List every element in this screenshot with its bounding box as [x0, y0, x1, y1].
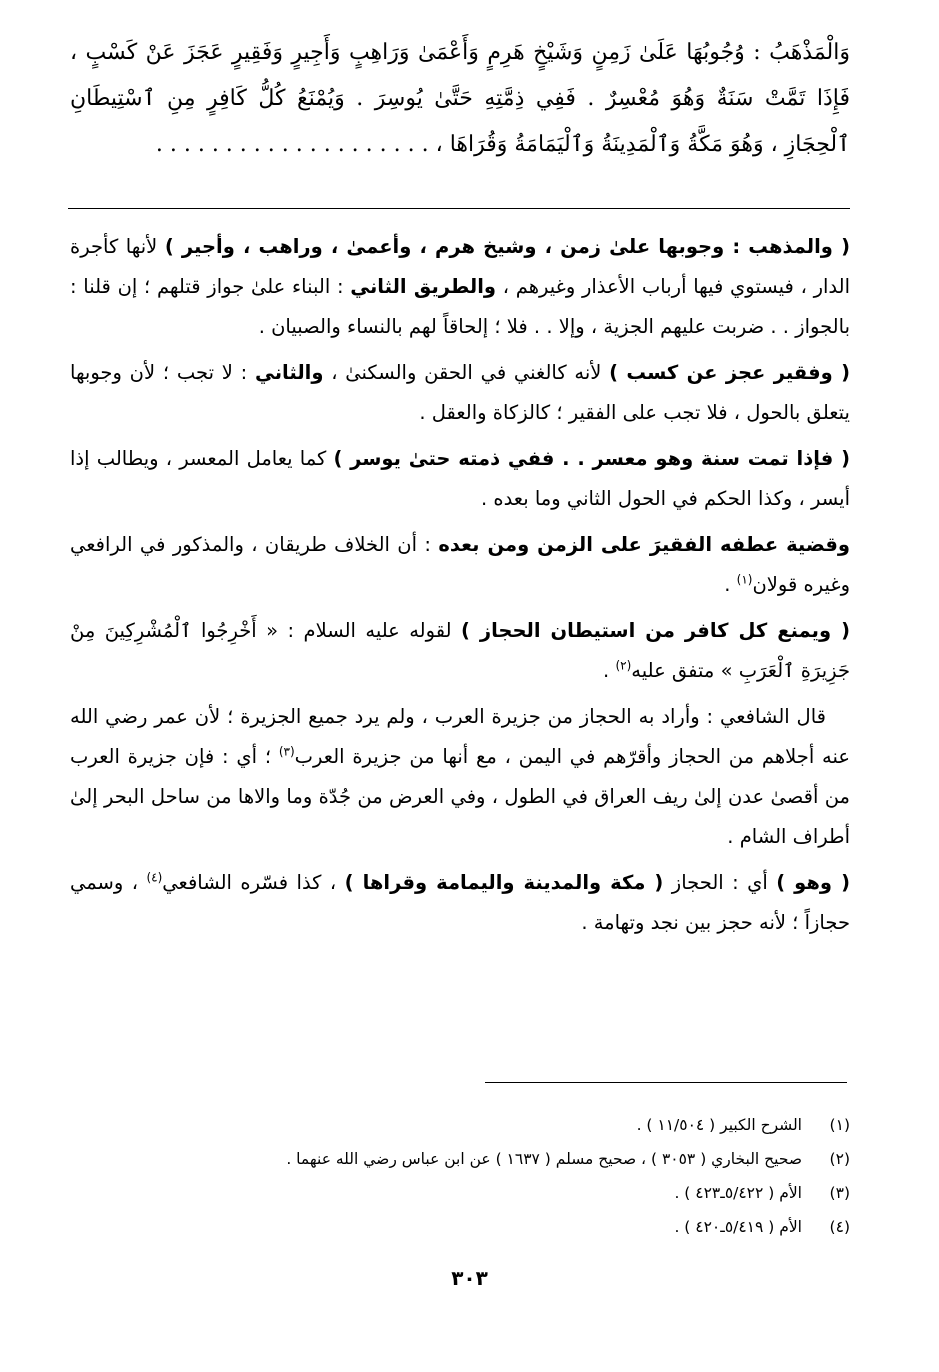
footnote-item — [120, 1210, 850, 1244]
footnote-ref: (٣) — [278, 744, 295, 759]
footnotes — [120, 1108, 850, 1244]
quoted-matn: ( وهو ) — [776, 871, 850, 894]
commentary-paragraph — [70, 227, 850, 347]
commentary-text: . — [603, 659, 616, 682]
quoted-matn: والطريق الثاني — [350, 275, 497, 298]
commentary-text: : البناء علىٰ جواز قتلهم ؛ إن قلنا : بالجواز . . ضربت عليهم الجزية ، وإلا . . فلا ؛ إلحاقاً لهم بالنساء والصبيان . — [70, 275, 850, 338]
footnote-text: الأم ( ٥/٤٢٢ـ٤٢٣ ) . — [674, 1184, 802, 1202]
footnote-text: الشرح الكبير ( ١١/٥٠٤ ) . — [636, 1116, 802, 1134]
footnote-ref: (٢) — [615, 658, 632, 673]
commentary-text: كما يعامل المعسر ، ويطالب إذا أيسر ، وكذا الحكم في الحول الثاني وما بعده . — [70, 447, 850, 510]
footnote-divider — [485, 1082, 847, 1083]
quoted-matn: والثاني — [255, 361, 324, 384]
commentary-text: . — [724, 573, 737, 596]
commentary-text: أي : الحجاز — [663, 871, 777, 894]
matn-divider — [68, 208, 850, 209]
quoted-matn: ( ويمنع كل كافر من استيطان الحجاز ) — [460, 619, 850, 642]
commentary-text: ، وسمي حجازاً ؛ لأنه حجز بين نجد وتهامة . — [70, 871, 850, 934]
commentary-text: لقوله عليه السلام : « أَخْرِجُوا ٱلْمُشْرِكِينَ مِنْ جَزِيرَةِ ٱلْعَرَبِ » متفق عليه — [70, 619, 850, 682]
commentary-paragraph — [70, 611, 850, 691]
commentary-paragraph — [70, 863, 850, 943]
footnote-item — [120, 1108, 850, 1142]
footnote-number: (٤) — [829, 1218, 850, 1236]
commentary-text: ؛ أي : فإن جزيرة العرب من أقصىٰ عدن إلىٰ ريف العراق في الطول ، وفي العرض من جُدّة وما والاها من ساحل البحر إلىٰ أطراف الشام . — [70, 745, 850, 848]
footnote-number: (٣) — [829, 1184, 850, 1202]
commentary-paragraph — [70, 439, 850, 519]
footnote-item — [120, 1142, 850, 1176]
footnote-ref: (٤) — [146, 870, 163, 885]
footnote-number: (٢) — [829, 1150, 850, 1168]
commentary-text: : لا تجب ؛ لأن وجوبها يتعلق بالحول ، فلا تجب على الفقير ؛ كالزكاة والعقل . — [70, 361, 850, 424]
footnote-text: الأم ( ٥/٤١٩ـ٤٢٠ ) . — [674, 1218, 802, 1236]
quoted-matn: وقضية عطفه الفقيرَ على الزمن ومن بعده — [438, 533, 850, 556]
commentary-paragraph — [70, 697, 850, 857]
commentary-paragraph — [70, 353, 850, 433]
quoted-matn: ( فإذا تمت سنة وهو معسر . . ففي ذمته حتىٰ يوسر ) — [333, 447, 850, 470]
page-body — [70, 30, 850, 949]
commentary-paragraph — [70, 525, 850, 605]
quoted-matn: ( والمذهب : وجوبها علىٰ زمن ، وشيخ هرم ، وأعمىٰ ، وراهب ، وأجير ) — [164, 235, 850, 258]
footnote-number: (١) — [829, 1116, 850, 1134]
commentary-text: : أن الخلاف طريقان ، والمذكور في الرافعي وغيره قولان — [70, 533, 850, 596]
quoted-matn: ( وفقير عجز عن كسب ) — [609, 361, 850, 384]
commentary-text: لأنها كأجرة الدار ، فيستوي فيها أرباب الأعذار وغيرهم ، — [70, 235, 851, 298]
quoted-matn: ( مكة والمدينة واليمامة وقراها ) — [344, 871, 664, 894]
commentary — [70, 227, 850, 943]
commentary-text: ، كذا فسّره الشافعي — [162, 871, 345, 894]
commentary-text: قال الشافعي : وأراد به الحجاز من جزيرة العرب ، ولم يرد جميع الجزيرة ؛ لأن عمر رضي الله عنه أجلاهم من الحجاز وأقرّهم في اليمن ، مع أنها من جزيرة العرب — [70, 705, 850, 768]
commentary-text: لأنه كالغني في الحقن والسكنىٰ ، — [323, 361, 610, 384]
matn-text: وَالْمَذْهَبُ : وُجُوبُهَا عَلَىٰ زَمِنٍ وَشَيْخٍ هَرِمٍ وَأَعْمَىٰ وَرَاهِبٍ وَأَجِيرٍ وَفَقِيرٍ عَجَزَ عَنْ كَسْبٍ ، فَإِذَا تَمَّتْ سَنَةٌ وَهُوَ مُعْسِرٌ . فَفِي ذِمَّتِهِ حَتَّىٰ يُوسِرَ . وَيُمْنَعُ كُلُّ كَافِرٍ مِنِ ٱسْتِيطَانِ ٱلْحِجَازِ ، وَهُوَ مَكَّةُ وَٱلْمَدِينَةُ وَٱلْيَمَامَةُ وَقُرَاهَا ، . . . . . . . . . . . . . . . . . . . . — [70, 40, 850, 157]
footnote-text: صحيح البخاري ( ٣٠٥٣ ) ، صحيح مسلم ( ١٦٣٧ ) عن ابن عباس رضي الله عنهما . — [286, 1150, 802, 1168]
footnote-ref: (١) — [736, 572, 753, 587]
footnote-item — [120, 1176, 850, 1210]
page-number: ٣٠٣ — [451, 1266, 488, 1290]
